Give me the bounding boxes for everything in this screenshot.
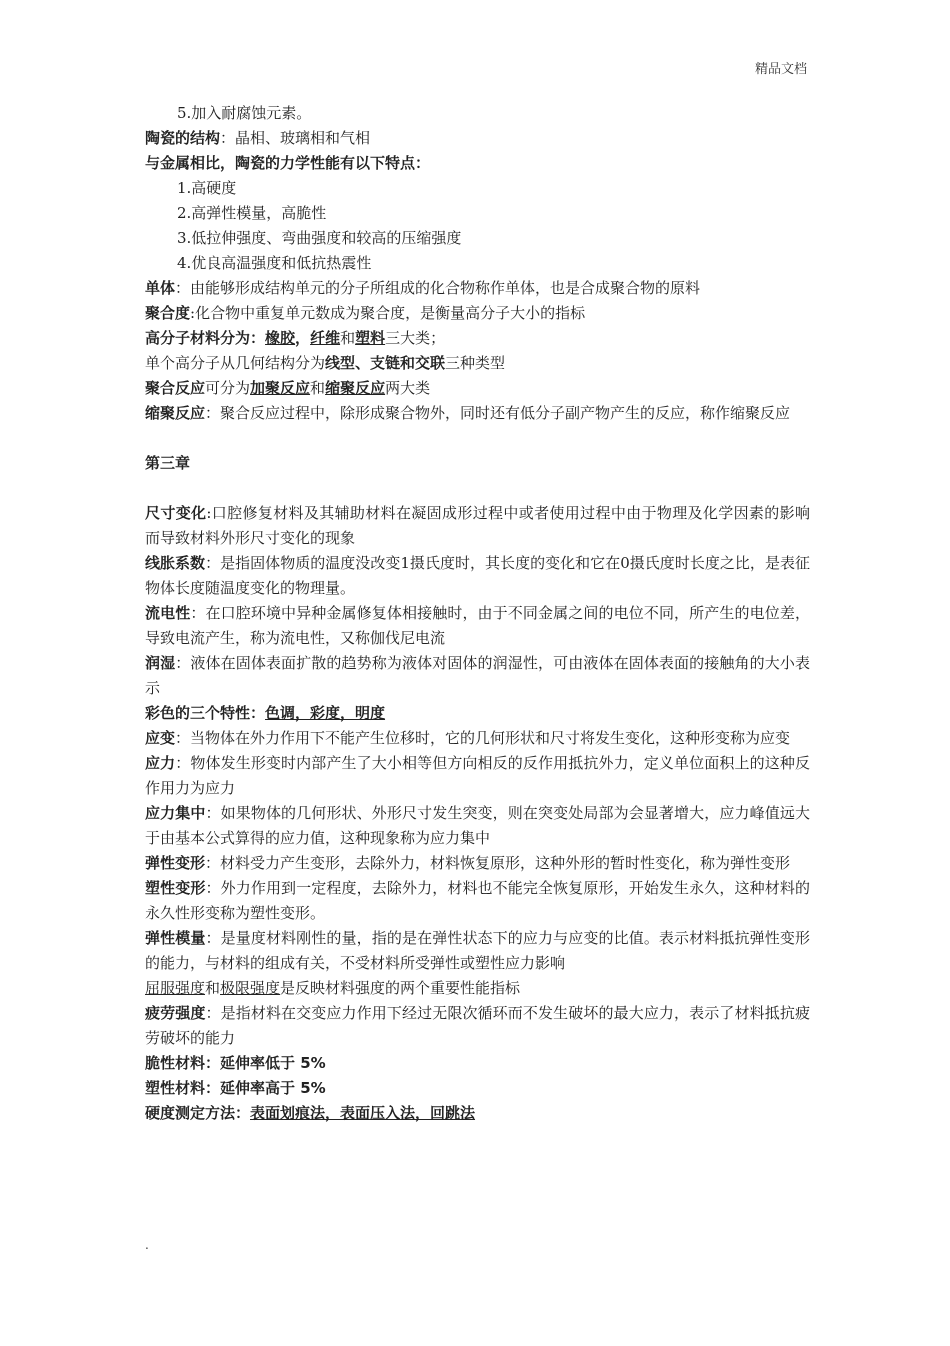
blank-line <box>145 426 810 451</box>
footer-dot: . <box>145 1238 149 1252</box>
paragraph-color-properties: 彩色的三个特性：色调，彩度，明度 <box>145 704 386 722</box>
list-item: 4.优良高温强度和低抗热震性 <box>177 254 372 272</box>
paragraph-definition: 塑性变形：外力作用到一定程度，去除外力，材料也不能完全恢复原形，开始发生永久，这种材料的永久性形变称为塑性变形。 <box>145 879 810 922</box>
paragraph-definition: 线胀系数：是指固体物质的温度没改变1摄氏度时，其长度的变化和它在0摄氏度时长度之比，是表征物体长度随温度变化的物理量。 <box>145 554 810 597</box>
blank-line <box>145 476 810 501</box>
paragraph-monomer: 单体：由能够形成结构单元的分子所组成的化合物称作单体，也是合成聚合物的原料 <box>145 279 701 297</box>
paragraph-polymer-types: 高分子材料分为：橡胶，纤维和塑料三大类； <box>145 329 446 347</box>
paragraph-definition: 润湿：液体在固体表面扩散的趋势称为液体对固体的润湿性，可由液体在固体表面的接触角的大小表示 <box>145 654 810 697</box>
paragraph-definition: 应变：当物体在外力作用下不能产生位移时，它的几何形状和尺寸将发生变化，这种形变称为应变 <box>145 729 791 747</box>
paragraph-definition: 弹性变形：材料受力产生变形，去除外力，材料恢复原形，这种外形的暂时性变化，称为弹性变形 <box>145 854 791 872</box>
paragraph-hardness: 硬度测定方法：表面划痕法，表面压入法，回跳法 <box>145 1104 476 1122</box>
paragraph-condensation: 缩聚反应：聚合反应过程中，除形成聚合物外，同时还有低分子副产物产生的反应，称作缩聚反应 <box>145 404 791 422</box>
paragraph-definition: 应力：物体发生形变时内部产生了大小相等但方向相反的反作用抵抗外力，定义单位面积上的这种反作用力为应力 <box>145 754 810 797</box>
paragraph-ceramic-structure: 陶瓷的结构：晶相、玻璃相和气相 <box>145 129 371 147</box>
paragraph-fatigue: 疲劳强度：是指材料在交变应力作用下经过无限次循环而不发生破坏的最大应力，表示了材料抵抗疲劳破坏的能力 <box>145 1004 810 1047</box>
paragraph-plastic: 塑性材料：延伸率高于 5% <box>145 1079 326 1097</box>
list-item: 5.加入耐腐蚀元素。 <box>177 104 312 122</box>
document-body <box>145 101 810 1126</box>
paragraph-definition: 尺寸变化:口腔修复材料及其辅助材料在凝固成形过程中或者使用过程中由于物理及化学因素的影响而导致材料外形尺寸变化的现象 <box>145 504 810 547</box>
paragraph-reactions: 聚合反应可分为加聚反应和缩聚反应两大类 <box>145 379 431 397</box>
paragraph-definition: 弹性模量：是量度材料刚性的量，指的是在弹性状态下的应力与应变的比值。表示材料抵抗弹性变形的能力，与材料的组成有关，不受材料所受弹性或塑性应力影响 <box>145 929 810 972</box>
list-item: 2.高弹性模量，高脆性 <box>177 204 327 222</box>
section-heading: 与金属相比，陶瓷的力学性能有以下特点： <box>145 154 431 172</box>
paragraph-polymer-shapes: 单个高分子从几何结构分为线型、支链和交联三种类型 <box>145 354 506 372</box>
page-header: 精品文档 <box>754 62 807 77</box>
list-item: 1.高硬度 <box>177 179 237 197</box>
paragraph-strength: 屈服强度和极限强度是反映材料强度的两个重要性能指标 <box>145 979 521 997</box>
paragraph-definition: 流电性：在口腔环境中异种金属修复体相接触时，由于不同金属之间的电位不同，所产生的电位差，导致电流产生，称为流电性，又称伽伐尼电流 <box>145 604 810 647</box>
list-item: 3.低拉伸强度、弯曲强度和较高的压缩强度 <box>177 229 462 247</box>
term: 陶瓷的结构 <box>145 129 221 147</box>
chapter-title: 第三章 <box>145 454 191 472</box>
paragraph-brittle: 脆性材料：延伸率低于 5% <box>145 1054 326 1072</box>
paragraph-polymerization-degree: 聚合度:化合物中重复单元数成为聚合度，是衡量高分子大小的指标 <box>145 304 586 322</box>
paragraph-definition: 应力集中：如果物体的几何形状、外形尺寸发生突变，则在突变处局部为会显著增大，应力峰值远大于由基本公式算得的应力值，这种现象称为应力集中 <box>145 804 810 847</box>
